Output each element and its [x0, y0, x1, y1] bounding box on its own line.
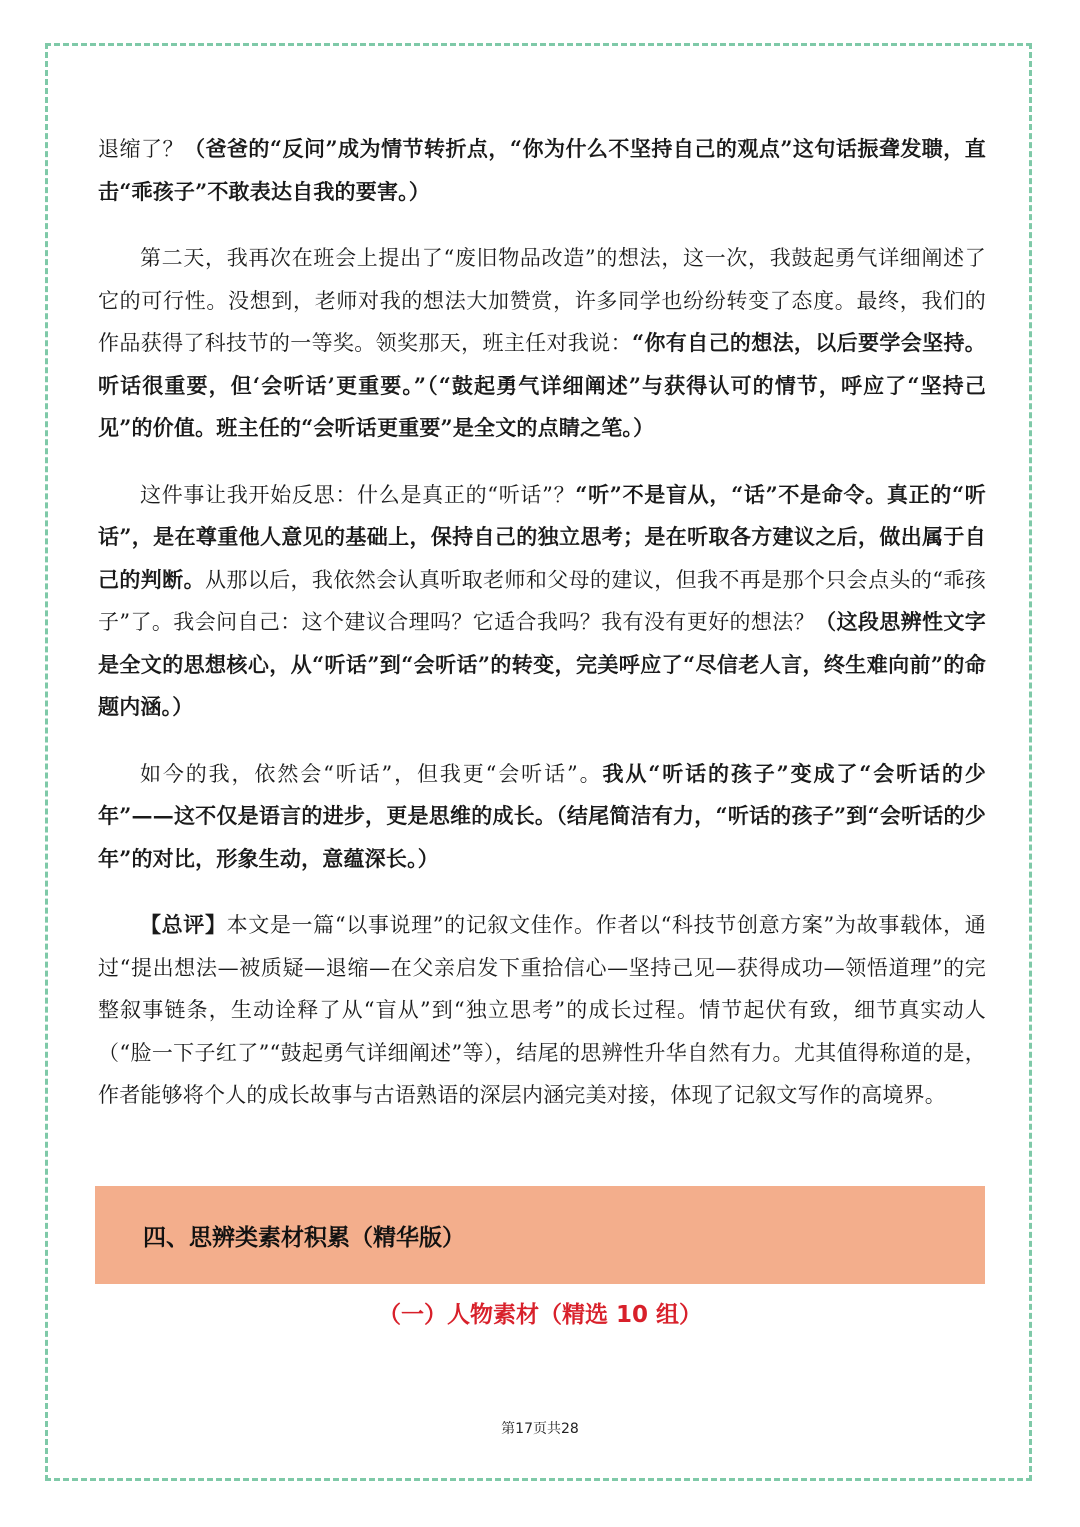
page-number: 第17页共28 [501, 1421, 579, 1437]
paragraph-3-bold-a: “听”不是盲从，“话”不是命令。真正的“听话”，是在尊重他人意见的基础上，保持自己的独立思考；是在听取各方建议之后，做出属于自己的判断。 [98, 481, 986, 592]
paragraph-3 [98, 474, 986, 729]
paragraph-2-text: 第二天，我再次在班会上提出了“废旧物品改造”的想法，这一次，我鼓起勇气详细阐述了它的可行性。没想到，老师对我的想法大加赞赏，许多同学也纷纷转变了态度。最终，我们的作品获得了科技节的一等奖。领奖那天，班主任对我说： [98, 246, 986, 355]
paragraph-4 [98, 753, 986, 881]
paragraph-4-text: 如今的我，依然会“听话”，但我更“会听话”。 [140, 761, 603, 786]
paragraph-1-comment: （爸爸的“反问”成为情节转折点，“你为什么不坚持自己的观点”这句话振聋发聩，直击“乖孩子”不敢表达自我的要害。） [98, 136, 986, 204]
sub-heading: （一）人物素材（精选 10 组） [377, 1302, 703, 1328]
summary-paragraph [98, 904, 986, 1117]
paragraph-1-text: 退缩了？ [98, 137, 184, 161]
paragraph-3-text-b: 从那以后，我依然会认真听取老师和父母的建议，但我不再是那个只会点头的“乖孩子”了。我会问自己：这个建议合理吗？它适合我吗？我有没有更好的想法？ [98, 567, 987, 634]
paragraph-1 [98, 128, 986, 213]
article-body [98, 128, 986, 1141]
paragraph-2-quote: “你有自己的想法，以后要学会坚持。听话很重要，但‘会听话’更重要。”（“鼓起勇气详细阐述”与获得认可的情节，呼应了“坚持己见”的价值。班主任的“会听话更重要”是全文的点睛之笔。） [98, 330, 987, 440]
summary-text: 本文是一篇“以事说理”的记叙文佳作。作者以“科技节创意方案”为故事载体，通过“提出想法—被质疑—退缩—在父亲启发下重拾信心—坚持己见—获得成功—领悟道理”的完整叙事链条，生动诠释了从“盲从”到“独立思考”的成长过程。情节起伏有致，细节真实动人（“脸一下子红了”“鼓起勇气详细阐述”等），结尾的思辨性升华自然有力。尤其值得称道的是，作者能够将个人的成长故事与古语熟语的深层内涵完美对接，体现了记叙文写作的高境界。 [98, 913, 986, 1107]
summary-label: 【总评】 [140, 912, 227, 937]
paragraph-4-bold: 我从“听话的孩子”变成了“会听话的少年”——这不仅是语言的进步，更是思维的成长。（结尾简洁有力，“听话的孩子”到“会听话的少年”的对比，形象生动，意蕴深长。） [98, 760, 986, 871]
section-title: 四、思辨类素材积累（精华版） [143, 1224, 465, 1251]
paragraph-2 [98, 237, 986, 450]
paragraph-3-text-a: 这件事让我开始反思：什么是真正的“听话”？ [140, 482, 576, 507]
section-banner [95, 1186, 985, 1284]
paragraph-3-comment: （这段思辨性文字是全文的思想核心，从“听话”到“会听话”的转变，完美呼应了“尽信老人言，终生难向前”的命题内涵。） [98, 609, 986, 719]
